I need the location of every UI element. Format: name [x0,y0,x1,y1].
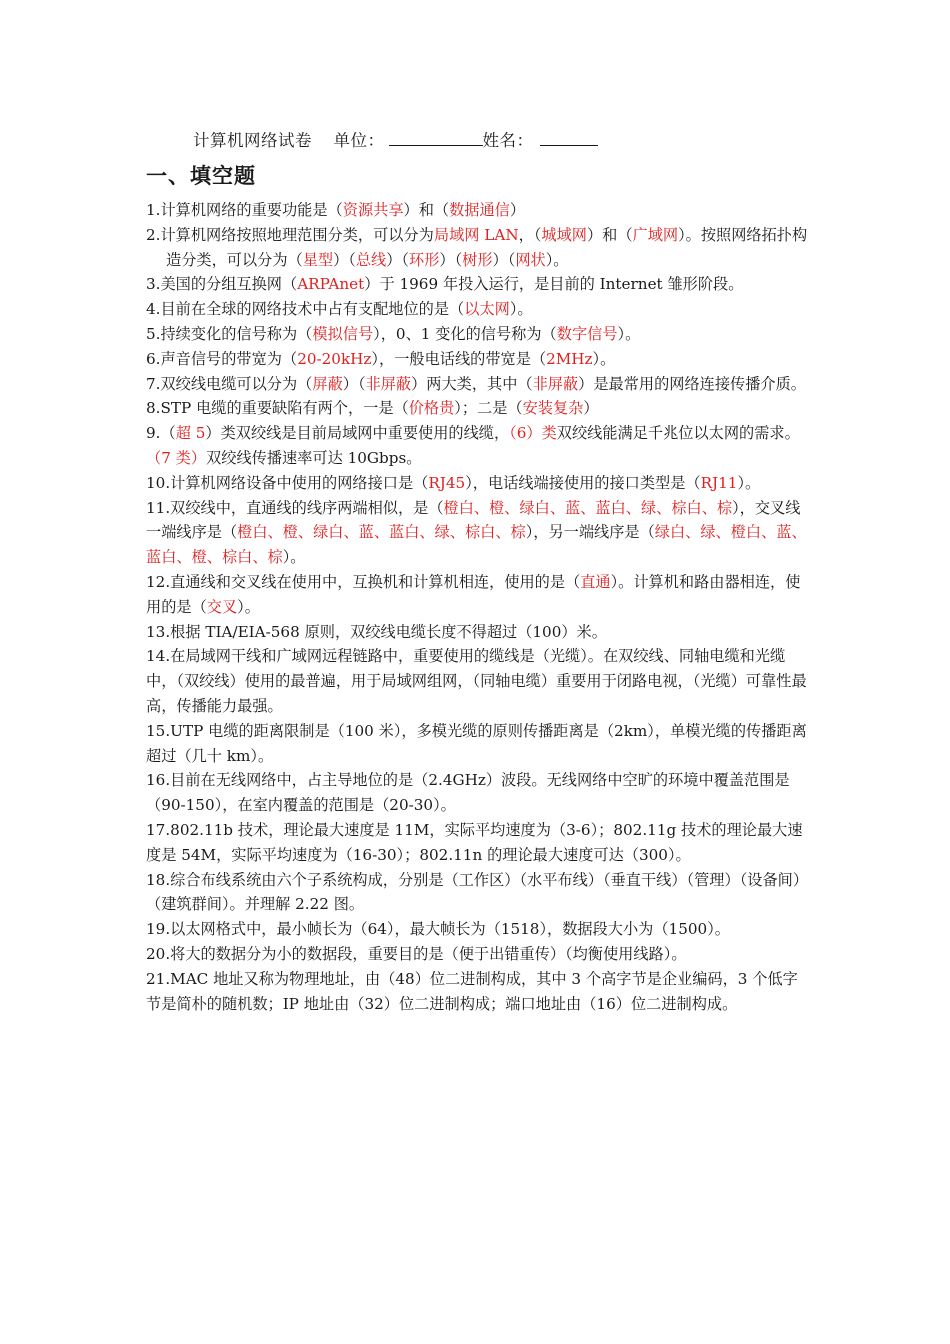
question-text: ）。计算机和路由器相连，使用的是（ [146,572,801,616]
question-text: ）（ [342,374,366,393]
question-item [146,620,808,645]
question-item [146,967,808,1017]
question-item [146,942,808,967]
question-text: 1.计算机网络的重要功能是（ [146,201,343,219]
answer-text: 价格贵 [408,399,455,418]
answer-text: 以太网 [464,300,510,319]
question-text: 12.直通线和交叉线在使用中，互换机和计算机相连，使用的是（ [146,572,581,591]
question-text: 20.将大的数据分为小的数据段，重要目的是（便于出错重传）（均衡使用线路）。 [146,944,687,963]
question-item [146,347,808,372]
question-text: ）（ [439,250,463,269]
answer-text: 环形 [409,250,440,269]
question-item [146,421,808,471]
question-item [146,322,808,347]
exam-header [193,127,598,151]
question-item [146,272,808,297]
question-text: 3.美国的分组互换网（ [146,275,298,294]
answer-text: 城域网 [541,225,587,244]
question-text: ）。 [282,548,306,567]
answer-text: 广域网 [632,225,679,244]
question-text: ）于 1969 年投入运行，是目前的 Internet 雏形阶段。 [364,275,744,294]
question-text: ）是最常用的网络连接传播介质。 [578,374,806,393]
question-text: ） [583,399,599,418]
answer-text: 绿白、绿、橙白、蓝、蓝白、橙、棕白、棕 [146,523,807,567]
question-text: 21.MAC 地址又称为物理地址，由（48）位二进制构成，其中 3 个高字节是企业编码，3 个低字节是简朴的随机数；IP 地址由（32）位二进制构成；端口地址由（16）位二进制构成。 [146,969,798,1013]
question-item [146,868,808,918]
question-text: 17.802.11b 技术，理论最大速度是 11M，实际平均速度为（3-6）；802.11g 技术的理论最大速度是 54M，实际平均速度为（16-30）；802.11n 的理论最大速度可达（300）。 [146,820,803,864]
question-text: ）（ [492,250,516,269]
answer-text: 非屏蔽 [365,374,412,393]
question-text: ）。 [237,597,260,616]
question-text: ），电话线端接使用的接口类型是（ [465,473,701,492]
question-text: ）类双绞线是目前局域网中重要使用的线缆， [205,424,510,443]
question-text: ）。 [545,250,569,269]
question-text: ） [509,201,525,219]
unit-blank[interactable] [389,129,483,146]
question-text: 16.目前在无线网络中，占主导地位的是（2.4GHz）波段。无线网络中空旷的环境中覆盖范围是（90-150），在室内覆盖的范围是（20-30）。 [146,771,790,815]
answer-text: 超 5 [175,424,206,443]
question-text: ）。 [592,349,616,368]
answer-text: RJ11 [700,473,738,492]
question-item [146,396,808,421]
question-text: ）。按照网络拓扑构造分类，可以分为（ [166,225,808,269]
answer-text: 数据通信 [449,201,510,219]
question-text: ），另一端线序是（ [525,523,655,542]
question-text: ）（ [386,250,409,269]
question-text: ）。 [509,300,533,319]
answer-text: 2MHz [546,349,593,368]
question-text: 6.声音信号的带宽为（ [146,349,298,368]
question-text: ）。 [737,473,761,492]
question-text: 11.双绞线中，直通线的线序两端相似，是（ [146,498,444,517]
answer-text: 模拟信号 [312,324,374,343]
question-text: ）（ [333,250,356,269]
answer-text: 交叉 [206,597,238,616]
question-text: 9.（ [146,424,176,443]
question-text: 13.根据 TIA/EIA-568 原则，双绞线电缆长度不得超过（100）米。 [146,622,607,641]
question-text: ）和（ [586,225,633,244]
question-text: 10.计算机网络设备中使用的网络接口是（ [146,473,429,492]
question-text: ）两大类，其中（ [411,374,533,393]
exam-title: 计算机网络试卷 [193,131,312,150]
question-text: 5.持续变化的信号称为（ [146,324,313,343]
question-item [146,818,808,868]
question-text: 14.在局域网干线和广域网远程链路中，重要使用的缆线是（光缆）。在双绞线、同轴电缆和光缆中，（双绞线）使用的最普遍，用于局域网组网，（同轴电缆）重要用于闭路电视，（光缆）可靠性最高，传播能力最强。 [146,647,807,715]
question-text: 8.STP 电缆的重要缺陷有两个，一是（ [146,399,409,418]
question-item [146,644,808,718]
question-list [146,198,808,1016]
question-item [146,223,808,273]
question-text: ）和（ [403,201,450,219]
question-text: 2.计算机网络按照地理范围分类，可以分为 [146,225,434,244]
question-text: ），0、1 变化的信号称为（ [373,324,557,343]
answer-text: 资源共享 [342,201,404,219]
question-item [146,198,808,223]
answer-text: 网状 [515,250,546,269]
question-item [146,471,808,496]
question-item [146,496,808,570]
answer-text: 树形 [462,250,493,269]
name-blank[interactable] [540,129,598,146]
answer-text: 橙白、橙、绿白、蓝、蓝白、绿、棕白、棕 [443,498,733,517]
question-text: 15.UTP 电缆的距离限制是（100 米），多模光缆的原则传播距离是（2km），单模光缆的传播距离超过（几十 km）。 [146,721,807,765]
answer-text: （6）类 [509,424,557,443]
question-item [146,570,808,620]
question-text: ），交叉线一端线序是（ [146,498,801,542]
answer-text: ARPAnet [297,275,365,294]
unit-label: 单位： [333,131,385,150]
question-text: ，（ [518,225,542,244]
question-text: 4.目前在全球的网络技术中占有支配地位的是（ [146,300,465,319]
answer-text: 直通 [580,572,611,591]
answer-text: 非屏蔽 [532,374,579,393]
question-text: ），一般电话线的带宽是（ [371,349,547,368]
question-item [146,719,808,769]
question-item [146,917,808,942]
name-label: 姓名： [482,131,534,150]
answer-text: 屏蔽 [312,374,343,393]
answer-text: （7 类） [146,448,207,467]
answer-text: 星型 [302,250,334,269]
answer-text: 20-20kHz [297,349,372,368]
question-item [146,372,808,397]
question-text: 双绞线能满足千兆位以太网的需求。 [556,424,800,443]
question-text: ）。 [617,324,641,343]
question-item [146,297,808,322]
question-text: 7.双绞线电缆可以分为（ [146,374,313,393]
answer-text: 安装复杂 [522,399,584,418]
question-text: 19.以太网格式中，最小帧长为（64），最大帧长为（1518），数据段大小为（1500）。 [146,920,730,939]
question-item [146,768,808,818]
answer-text: RJ45 [428,473,466,492]
answer-text: 数字信号 [556,324,618,343]
answer-text: 总线 [355,250,387,269]
question-text: 18.综合布线系统由六个子系统构成，分别是（工作区）（水平布线）（垂直干线）（管理）（设备间）（建筑群间）。并理解 2.22 图。 [146,870,809,914]
section-heading: 一、填空题 [146,164,256,188]
answer-text: 局域网 LAN [433,225,519,244]
answer-text: 橙白、橙、绿白、蓝、蓝白、绿、棕白、棕 [237,523,526,542]
question-text: ）；二是（ [454,399,523,418]
question-text: 双绞线传播速率可达 10Gbps。 [206,448,422,467]
